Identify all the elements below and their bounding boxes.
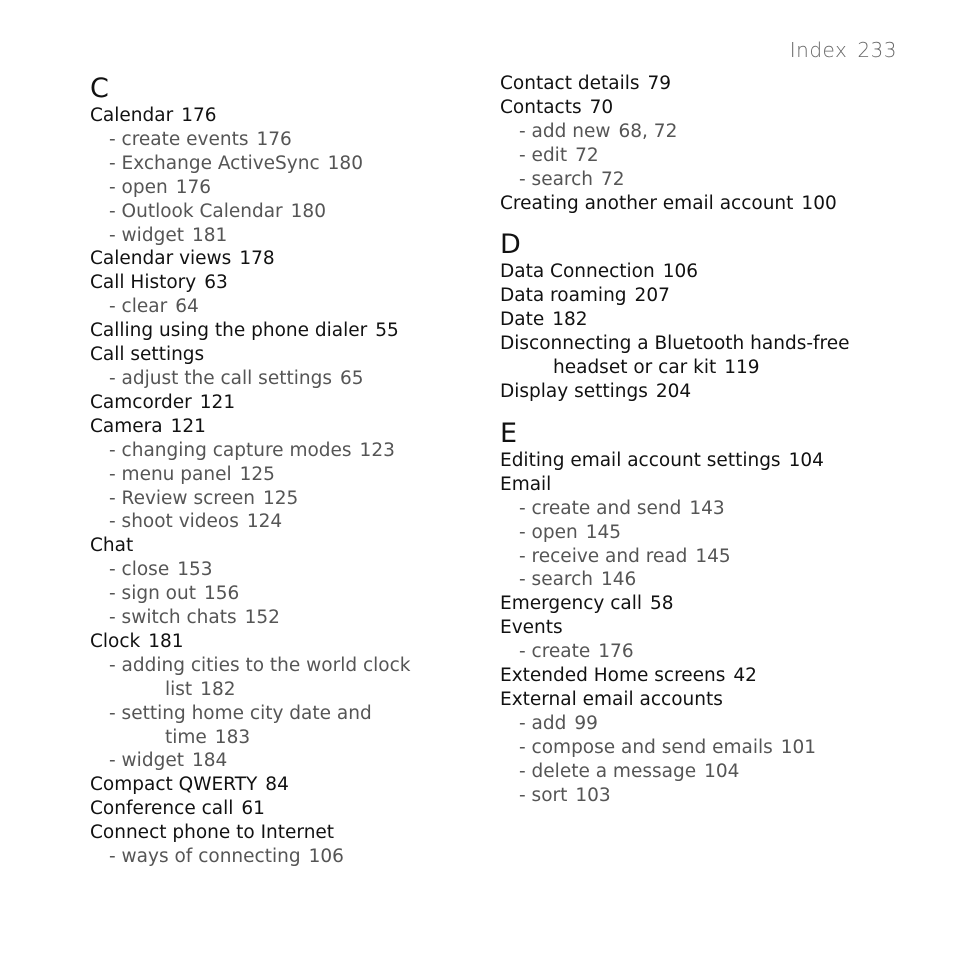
entry-page-ref: 104	[704, 760, 740, 782]
section-gap	[500, 404, 920, 417]
entry-page-ref: 143	[689, 497, 725, 519]
entry-term: - add	[519, 712, 567, 734]
entry-term: - clear	[109, 296, 168, 318]
entry-term: Conference call	[90, 798, 234, 820]
entry-term: - adjust the call settings	[109, 367, 332, 389]
entry-page-ref: 70	[589, 96, 614, 118]
entry-term: - setting home city date and	[109, 702, 372, 724]
index-entry	[500, 473, 920, 497]
index-column-right	[500, 72, 920, 807]
header-title: Index	[789, 38, 848, 62]
index-entry	[500, 192, 920, 216]
index-entry	[500, 284, 920, 308]
index-subentry	[90, 510, 480, 534]
entry-term: - switch chats	[109, 607, 237, 629]
entry-page-ref: 184	[191, 750, 228, 772]
index-entry	[90, 319, 480, 343]
entry-page-ref: 176	[175, 176, 212, 198]
entry-page-ref: 146	[601, 569, 637, 591]
index-subentry	[500, 640, 920, 664]
index-entry	[500, 380, 920, 404]
entry-page-ref: 152	[244, 607, 280, 629]
entry-page-ref: 121	[170, 415, 206, 437]
entry-term: Disconnecting a Bluetooth hands-free	[500, 333, 850, 355]
entry-term: - shoot videos	[109, 511, 239, 533]
index-subentry	[500, 545, 920, 569]
index-subentry	[90, 487, 480, 511]
entry-term: Date	[500, 309, 545, 331]
entry-page-ref: 125	[239, 463, 275, 485]
entry-page-ref: 79	[647, 73, 672, 94]
index-subentry	[500, 144, 920, 168]
entry-term: Calling using the phone dialer	[90, 320, 368, 342]
entry-page-ref: 104	[788, 449, 824, 471]
index-entry	[500, 688, 920, 712]
index-entry-continuation	[500, 356, 920, 380]
entry-page-ref: 204	[655, 380, 692, 402]
entry-term: - Exchange ActiveSync	[109, 152, 320, 174]
header-page-number: 233	[857, 38, 897, 62]
entry-page-ref: 65	[339, 367, 364, 389]
entry-term: - widget	[109, 224, 184, 246]
index-entry	[500, 308, 920, 332]
index-entry	[500, 592, 920, 616]
entry-term: Data Connection	[500, 261, 655, 283]
entry-page-ref: 180	[290, 200, 326, 222]
entry-page-ref: 176	[256, 128, 292, 150]
index-entry	[500, 260, 920, 284]
entry-term: External email accounts	[500, 688, 723, 710]
index-subentry	[90, 200, 480, 224]
entry-page-ref: 101	[780, 736, 817, 758]
entry-term: Clock	[90, 630, 141, 652]
entry-term: - adding cities to the world clock	[109, 654, 411, 676]
index-entry	[500, 332, 920, 356]
index-subentry	[500, 784, 920, 808]
entry-term: time	[165, 726, 207, 748]
index-subentry	[90, 152, 480, 176]
entry-page-ref: 123	[359, 439, 395, 461]
index-entry	[90, 630, 480, 654]
entry-page-ref: 182	[552, 309, 588, 331]
index-subentry	[90, 463, 480, 487]
entry-term: - sign out	[109, 583, 196, 605]
index-column-left	[90, 72, 480, 869]
entry-page-ref: 182	[200, 678, 236, 700]
index-subentry	[90, 582, 480, 606]
index-section-letter: C	[90, 73, 109, 104]
index-subentry	[90, 606, 480, 630]
entry-term: Calendar views	[90, 248, 232, 270]
index-entry	[90, 391, 480, 415]
entry-term: - search	[519, 168, 594, 190]
entry-term: - changing capture modes	[109, 439, 352, 461]
entry-term: - Review screen	[109, 487, 255, 509]
entry-page-ref: 42	[733, 665, 757, 687]
entry-page-ref: 58	[650, 593, 674, 615]
entry-page-ref: 61	[241, 798, 265, 820]
index-entry	[90, 271, 480, 295]
index-entry	[90, 247, 480, 271]
entry-term: - receive and read	[519, 545, 688, 567]
entry-term: Contacts	[500, 96, 582, 118]
entry-term: - close	[109, 559, 170, 581]
entry-term: Call settings	[90, 344, 205, 366]
index-subentry	[500, 760, 920, 784]
entry-term: Call History	[90, 272, 197, 294]
entry-term: - sort	[519, 784, 568, 806]
entry-page-ref: 180	[327, 152, 363, 174]
entry-term: Connect phone to Internet	[90, 822, 335, 844]
entry-term: Camcorder	[90, 391, 192, 413]
index-subentry	[90, 845, 480, 869]
entry-term: list	[165, 678, 193, 700]
entry-page-ref: 145	[695, 545, 731, 567]
entry-page-ref: 100	[801, 192, 837, 214]
index-entry	[500, 664, 920, 688]
entry-page-ref: 181	[191, 224, 228, 246]
entry-term: - ways of connecting	[109, 846, 301, 868]
entry-term: Display settings	[500, 380, 648, 402]
entry-term: Camera	[90, 415, 163, 437]
entry-term: Compact QWERTY	[90, 774, 258, 796]
index-entry	[90, 773, 480, 797]
entry-term: - add new	[519, 120, 611, 142]
index-entry	[500, 72, 920, 96]
entry-page-ref: 207	[634, 285, 670, 307]
entry-term: - compose and send emails	[519, 736, 773, 758]
entry-page-ref: 99	[574, 712, 598, 734]
entry-term: - create and send	[519, 497, 682, 519]
index-subentry	[500, 497, 920, 521]
entry-term: - open	[519, 521, 578, 543]
entry-term: - widget	[109, 750, 184, 772]
entry-term: - edit	[519, 144, 568, 166]
index-subentry	[90, 367, 480, 391]
entry-page-ref: 55	[375, 320, 399, 342]
entry-page-ref: 72	[601, 168, 625, 190]
entry-term: headset or car kit	[553, 357, 717, 379]
page-header	[790, 38, 897, 62]
index-subentry	[90, 176, 480, 200]
entry-term: - create	[519, 641, 591, 663]
index-section-letter: D	[500, 229, 521, 261]
entry-page-ref: 181	[148, 630, 184, 652]
entry-page-ref: 176	[181, 105, 217, 126]
entry-term: - open	[109, 176, 168, 198]
entry-page-ref: 176	[598, 641, 634, 663]
entry-term: Chat	[90, 535, 134, 557]
entry-term: - Outlook Calendar	[109, 200, 283, 222]
index-entry	[90, 821, 480, 845]
entry-page-ref: 178	[239, 248, 275, 270]
entry-term: Email	[500, 473, 552, 495]
entry-page-ref: 121	[199, 391, 236, 413]
index-entry	[500, 449, 920, 473]
entry-term: - create events	[109, 128, 249, 150]
index-subentry	[90, 654, 480, 678]
entry-term: Calendar	[90, 105, 174, 126]
index-entry-continuation	[90, 726, 480, 750]
index-subentry	[90, 128, 480, 152]
entry-page-ref: 68, 72	[618, 120, 678, 142]
entry-page-ref: 183	[214, 726, 251, 748]
index-subentry	[500, 521, 920, 545]
entry-term: Creating another email account	[500, 192, 794, 214]
index-entry	[90, 534, 480, 558]
index-subentry	[90, 749, 480, 773]
index-subentry	[500, 568, 920, 592]
entry-page-ref: 106	[308, 846, 344, 868]
index-subentry	[90, 558, 480, 582]
index-entry	[90, 104, 480, 128]
entry-page-ref: 124	[246, 511, 283, 533]
entry-term: - delete a message	[519, 760, 697, 782]
index-section-letter: E	[500, 417, 518, 449]
entry-page-ref: 145	[585, 521, 622, 543]
entry-term: Editing email account settings	[500, 449, 781, 471]
entry-page-ref: 72	[575, 144, 599, 166]
entry-term: Data roaming	[500, 285, 627, 307]
index-subentry	[500, 712, 920, 736]
entry-page-ref: 119	[724, 357, 760, 379]
index-subentry	[500, 120, 920, 144]
entry-term: - search	[519, 569, 594, 591]
index-entry	[90, 415, 480, 439]
index-subentry	[90, 224, 480, 248]
entry-term: - menu panel	[109, 463, 232, 485]
section-gap	[500, 215, 920, 228]
entry-term: Extended Home screens	[500, 665, 726, 687]
entry-term: Events	[500, 617, 563, 639]
index-subentry	[500, 736, 920, 760]
entry-page-ref: 106	[662, 261, 699, 283]
index-subentry	[500, 168, 920, 192]
entry-page-ref: 103	[575, 784, 611, 806]
entry-term: Contact details	[500, 73, 640, 94]
index-subentry	[90, 295, 480, 319]
index-entry	[500, 616, 920, 640]
entry-page-ref: 125	[262, 487, 299, 509]
entry-page-ref: 153	[177, 559, 213, 581]
entry-term: Emergency call	[500, 593, 643, 615]
entry-page-ref: 64	[175, 296, 199, 318]
index-subentry	[90, 439, 480, 463]
index-entry-continuation	[90, 678, 480, 702]
entry-page-ref: 156	[203, 583, 240, 605]
index-entry	[90, 797, 480, 821]
index-entry	[90, 343, 480, 367]
entry-page-ref: 84	[265, 774, 289, 796]
index-entry	[500, 96, 920, 120]
index-subentry	[90, 702, 480, 726]
entry-page-ref: 63	[204, 272, 228, 294]
